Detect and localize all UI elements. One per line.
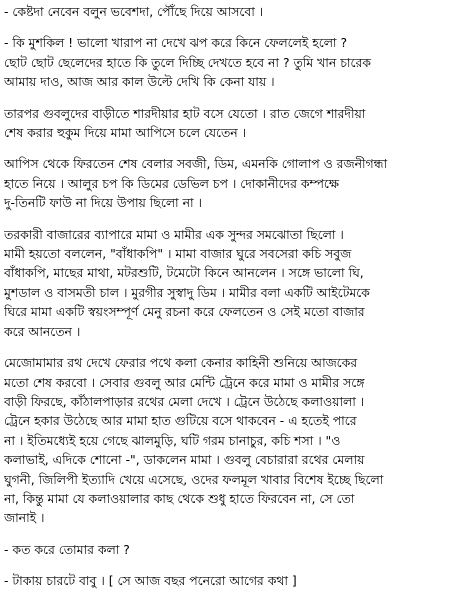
text-line: জানাই । — [4, 510, 45, 526]
text-line: ঘিরে মামা একটি স্বয়ংসম্পূর্ণ মেনু রচনা করে ফেলতেন ও সেই মতো বাজার — [4, 304, 365, 320]
text-line: দু-তিনটি ফাউ না দিয়ে উপায় ছিলো না । — [4, 195, 202, 211]
text-line: - কি মুশকিল ! ভালো খারাপ না দেখে ঝপ করে কিনে ফেললেই হলো ? — [4, 35, 348, 51]
paragraph-banana-story — [4, 353, 452, 528]
paragraph-office-return — [4, 154, 452, 212]
text-line: - কেষ্টদা নেবেন বলুন ভবেশদা, পৌঁছে দিয়ে আসবো । — [4, 4, 264, 19]
text-line: - কত করে তোমার কলা ? — [4, 541, 130, 557]
paragraph-sharadiya — [4, 104, 452, 143]
text-line: না । ইতিমধ্যেই হয়ে গেছে ঝালমুড়ি, ঘটি গরম চানাচুর, কচি শসা । "ও — [4, 432, 341, 448]
text-line: তারপর গুবলুদের বাড়ীতে শারদীয়ার হাট বসে যেতো । রাত জেগে শারদীয়া — [4, 105, 366, 121]
text-line: হাতে নিয়ে । আলুর চপ কি ডিমের ডেভিল চপ । দোকানীদের কম্পক্ষে — [4, 175, 339, 191]
paragraph-dialogue-3 — [4, 540, 452, 559]
text-line: ঘুগনী, জিলিপী ইত্যাদি খেয়ে এসেছে, ওদের ফলমূল খাবার বিশেষ ইচ্ছে ছিলো — [4, 471, 384, 487]
text-line: ছোট ছোট ছেলেদের হাতে কি তুলে দিচ্ছি দেখতে হবে না ? তুমি খান চারেক — [4, 54, 371, 70]
text-line: ট্রেনে হকার উঠেছে আর মামা হাত গুটিয়ে বসে থাকবেন - এ হতেই পারে — [4, 413, 357, 429]
text-line: মেজোমামার রথ দেখে ফেরার পথে কলা কেনার কাহিনী শুনিয়ে আজকের — [4, 355, 358, 371]
text-line: বাঁধাকপি, মাছের মাথা, মটরশুটি, টমেটো কিনে আনলেন । সঙ্গে ভালো ঘি, — [4, 265, 364, 281]
paragraph-dialogue-1 — [4, 2, 452, 21]
text-line: মতো শেষ করবো । সেবার গুবলু আর মেন্টি ট্রেনে করে মামা ও মামীর সঙ্গে — [4, 374, 365, 390]
text-line: - টাকায় চারটে বাবু । [ সে আজ বছর পনেরো আগের কথা ] — [4, 573, 297, 589]
text-line: মুশডাল ও বাসমতী চাল । মুরগীর সুস্বাদু ডিম । মামীর বলা একটি আইটেমকে — [4, 284, 370, 300]
text-line: আমায় দাও, আজ আর কাল উল্টে দেখি কি কেনা যায় । — [4, 74, 275, 90]
text-line: না, কিন্তু মামা যে কলাওয়ালার কাছ থেকে শুধু হাতে ফিরবেন না, সে তো — [4, 490, 355, 506]
paragraph-dialogue-2 — [4, 33, 452, 91]
text-line: কলাভাই, এদিকে শোনো -", ডাকলেন মামা । গুবলু বেচারারা রথের মেলায় — [4, 452, 365, 468]
paragraph-dialogue-4 — [4, 571, 452, 590]
text-line: তরকারী বাজারের ব্যাপারে মামা ও মামীর এক সুন্দর সমঝোতা ছিলো । — [4, 226, 344, 242]
text-line: শেষ করার হুকুম দিয়ে মামা আপিসে চলে যেতেন । — [4, 125, 247, 141]
text-line: করে আনতেন । — [4, 323, 81, 339]
text-line: মামী হয়তো বললেন, "বাঁধাকপি" । মামা বাজার ঘুরে সবসেরা কচি সবুজ — [4, 246, 352, 262]
text-line: আপিস থেকে ফিরতেন শেষ বেলার সবজী, ডিম, এমনকি গোলাপ ও রজনীগন্ধা — [4, 156, 388, 172]
paragraph-vegetable-market — [4, 225, 452, 341]
text-line: বাড়ী ফিরছে, কাঁঠালপাড়ার রথের মেলা দেখে । ট্রেনে উঠেছে কলাওয়ালা । — [4, 393, 365, 409]
